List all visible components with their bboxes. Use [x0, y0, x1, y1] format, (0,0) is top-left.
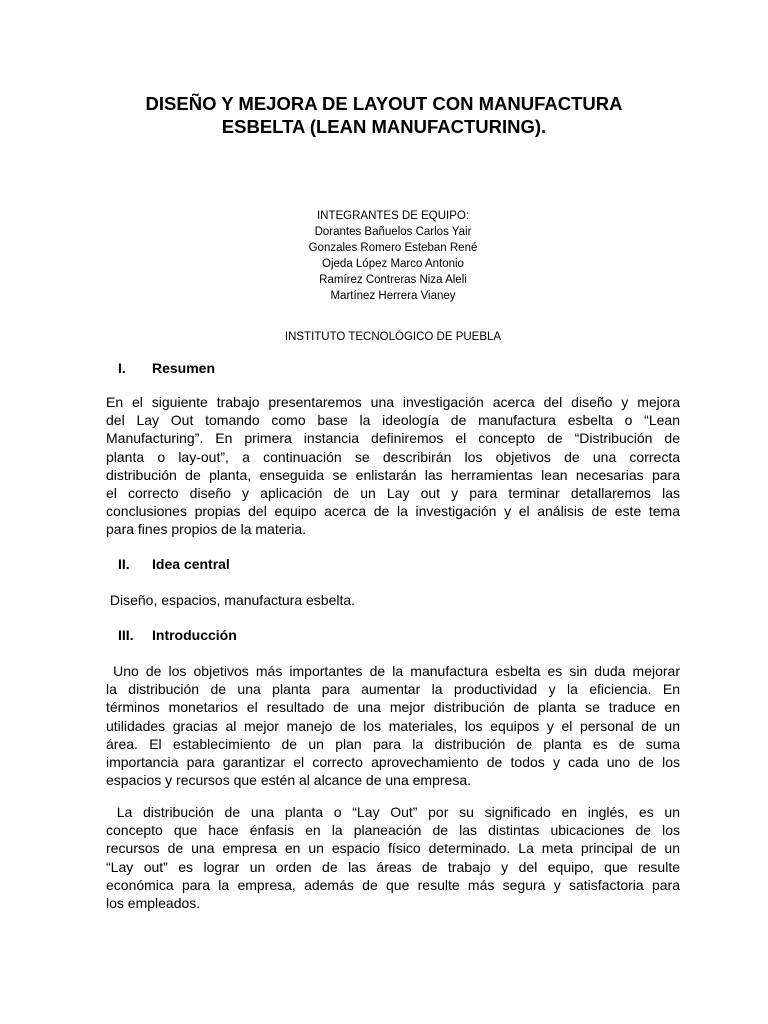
section-number: III. — [118, 627, 134, 643]
title-line: ESBELTA (LEAN MANUFACTURING). — [221, 116, 547, 137]
text-line: área. El establecimiento de un plan para la distribución de planta es de suma — [106, 735, 680, 752]
text-line: la distribución de una planta para aumentar la productividad y la eficiencia. En — [106, 681, 680, 698]
team-heading: INTEGRANTES DE EQUIPO: — [316, 210, 470, 222]
text-line: del Lay Out tomando como base la ideología de manufactura esbelta o “Lean — [106, 412, 680, 429]
text-line: importancia para garantizar el correcto aprovechamiento de todos y cada uno de los — [106, 754, 680, 771]
text-line: En el siguiente trabajo presentaremos una investigación acerca del diseño y mejora — [106, 394, 680, 410]
text-line: los empleados. — [106, 895, 201, 912]
text-line: económica para la empresa, además de que resulte más segura y satisfactoria para — [106, 876, 680, 893]
text-line: recursos de una empresa en un espacio físico determinado. La meta principal de un — [106, 840, 680, 857]
idea-central-paragraph — [106, 591, 680, 609]
team-block — [0, 208, 768, 304]
text-line: planta o lay-out”, a continuación se describirán los objetivos de una correcta — [106, 448, 680, 465]
section-title: Introducción — [152, 627, 237, 643]
section-number: I. — [118, 360, 126, 376]
section-title: Resumen — [152, 360, 216, 376]
text-line: el correcto diseño y aplicación de un Lay out y para terminar detallaremos las — [106, 485, 680, 502]
team-member: Martínez Herrera Vianey — [330, 290, 456, 302]
text-line: para fines propios de la materia. — [106, 521, 306, 538]
introduccion-paragraph-1 — [106, 662, 680, 789]
introduccion-paragraph-2 — [106, 803, 680, 912]
text-line: “Lay out” es lograr un orden de las áreas de trabajo y del equipo, que resulte — [106, 858, 680, 875]
team-member: Ojeda López Marco Antonio — [322, 258, 464, 270]
resumen-paragraph — [106, 393, 680, 539]
text-line: Manufacturing”. En primera instancia definiremos el concepto de “Distribución de — [106, 430, 680, 447]
text-line: términos monetarios el resultado de una mejor distribución de planta se traduce en — [106, 699, 680, 716]
text-line: utilidades gracias al mejor manejo de los materiales, los equipos y el personal de un — [106, 717, 680, 734]
text-line: espacios y recursos que estén al alcance de una empresa. — [106, 772, 471, 789]
section-title: Idea central — [152, 556, 230, 572]
text-line: Diseño, espacios, manufactura esbelta. — [106, 592, 356, 608]
section-number: II. — [118, 556, 130, 572]
text-line: La distribución de una planta o “Lay Out” por su significado en inglés, es un — [106, 804, 680, 820]
text-line: Uno de los objetivos más importantes de la manufactura esbelta es sin duda mejorar — [106, 663, 680, 679]
text-line: conclusiones propias del equipo acerca de la investigación y el análisis de este tema — [106, 503, 680, 520]
team-member: Gonzales Romero Esteban René — [308, 242, 478, 254]
institute-name: INSTITUTO TECNOLÓGICO DE PUEBLA — [284, 331, 502, 343]
team-member: Dorantes Bañuelos Carlos Yair — [314, 226, 472, 238]
text-line: distribución de planta, enseguida se enlistarán las herramientas lean necesarias para — [106, 466, 680, 483]
document-title — [0, 92, 768, 138]
title-line: DISEÑO Y MEJORA DE LAYOUT CON MANUFACTURA — [145, 93, 623, 114]
team-member: Ramírez Contreras Niza Aleli — [319, 274, 467, 286]
text-line: concepto que hace énfasis en la planeación de las distintas ubicaciones de los — [106, 822, 680, 839]
